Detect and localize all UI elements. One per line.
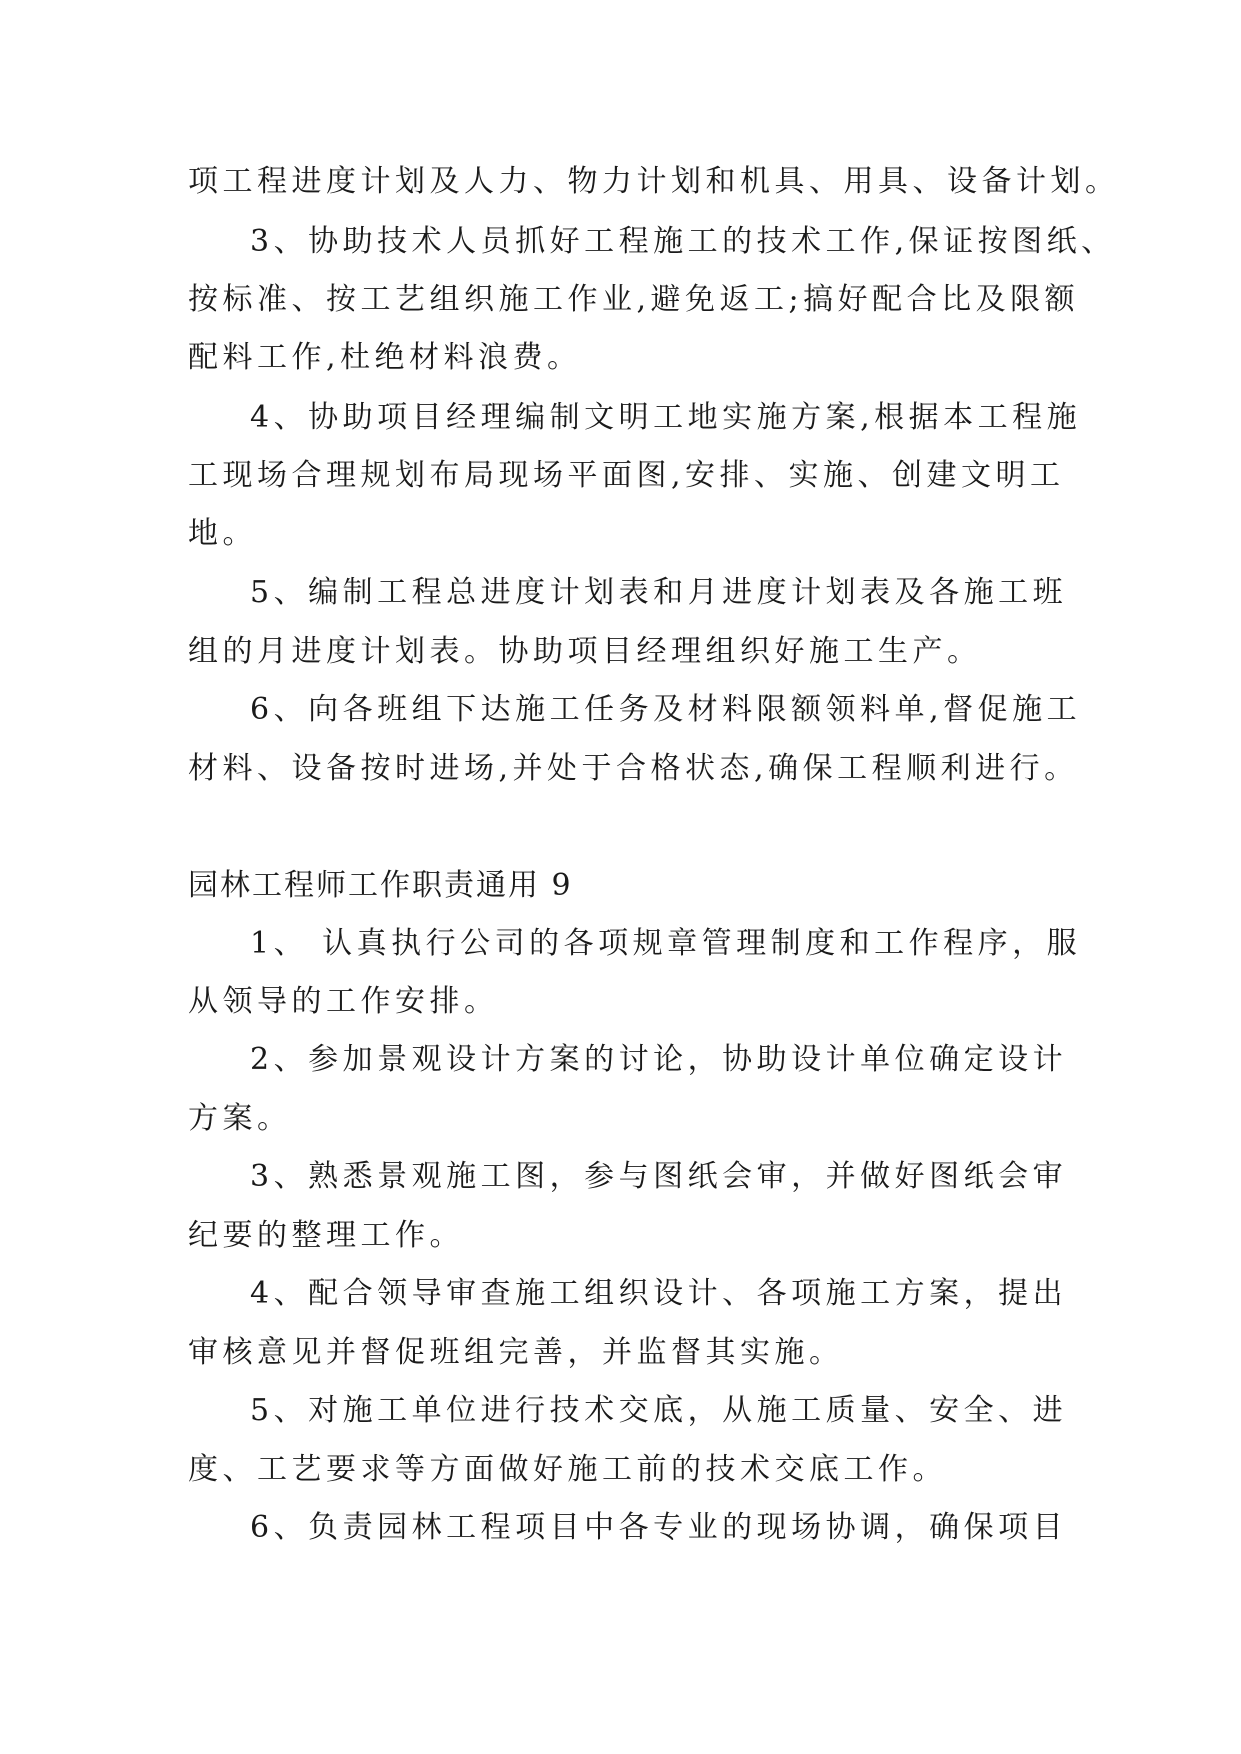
text-line: 6、负责园林工程项目中各专业的现场协调，确保项目 [250, 1510, 1068, 1545]
text-line: 3、熟悉景观施工图，参与图纸会审，并做好图纸会审 [250, 1159, 1068, 1194]
text-line: 5、对施工单位进行技术交底，从施工质量、安全、进 [250, 1393, 1068, 1428]
text-line: 2、参加景观设计方案的讨论，协助设计单位确定设计 [250, 1042, 1068, 1077]
text-line: 4、协助项目经理编制文明工地实施方案,根据本工程施 [250, 400, 1082, 435]
text-line: 方案。 [188, 1101, 292, 1136]
text-line: 工现场合理规划布局现场平面图,安排、实施、创建文明工 [188, 458, 1065, 493]
text-line: 3、协助技术人员抓好工程施工的技术工作,保证按图纸、 [250, 224, 1116, 259]
text-line: 4、配合领导审查施工组织设计、各项施工方案，提出 [250, 1276, 1068, 1311]
text-line: 配料工作,杜绝材料浪费。 [188, 340, 582, 375]
text-line: 组的月进度计划表。协助项目经理组织好施工生产。 [188, 634, 982, 669]
text-line: 地。 [188, 516, 257, 551]
text-line: 项工程进度计划及人力、物力计划和机具、用具、设备计划。 [188, 164, 1120, 199]
text-line: 6、向各班组下达施工任务及材料限额领料单,督促施工 [250, 692, 1082, 727]
text-line: 纪要的整理工作。 [188, 1218, 464, 1253]
text-line: 1、 认真执行公司的各项规章管理制度和工作程序，服 [250, 926, 1082, 961]
text-line: 5、编制工程总进度计划表和月进度计划表及各施工班 [250, 575, 1068, 610]
section-heading: 园林工程师工作职责通用 9 [188, 868, 573, 903]
text-line: 审核意见并督促班组完善，并监督其实施。 [188, 1335, 844, 1370]
text-line: 按标准、按工艺组织施工作业,避免返工;搞好配合比及限额 [188, 282, 1080, 317]
text-line: 度、工艺要求等方面做好施工前的技术交底工作。 [188, 1452, 947, 1487]
text-line: 材料、设备按时进场,并处于合格状态,确保工程顺利进行。 [188, 751, 1079, 786]
text-line: 从领导的工作安排。 [188, 984, 499, 1019]
